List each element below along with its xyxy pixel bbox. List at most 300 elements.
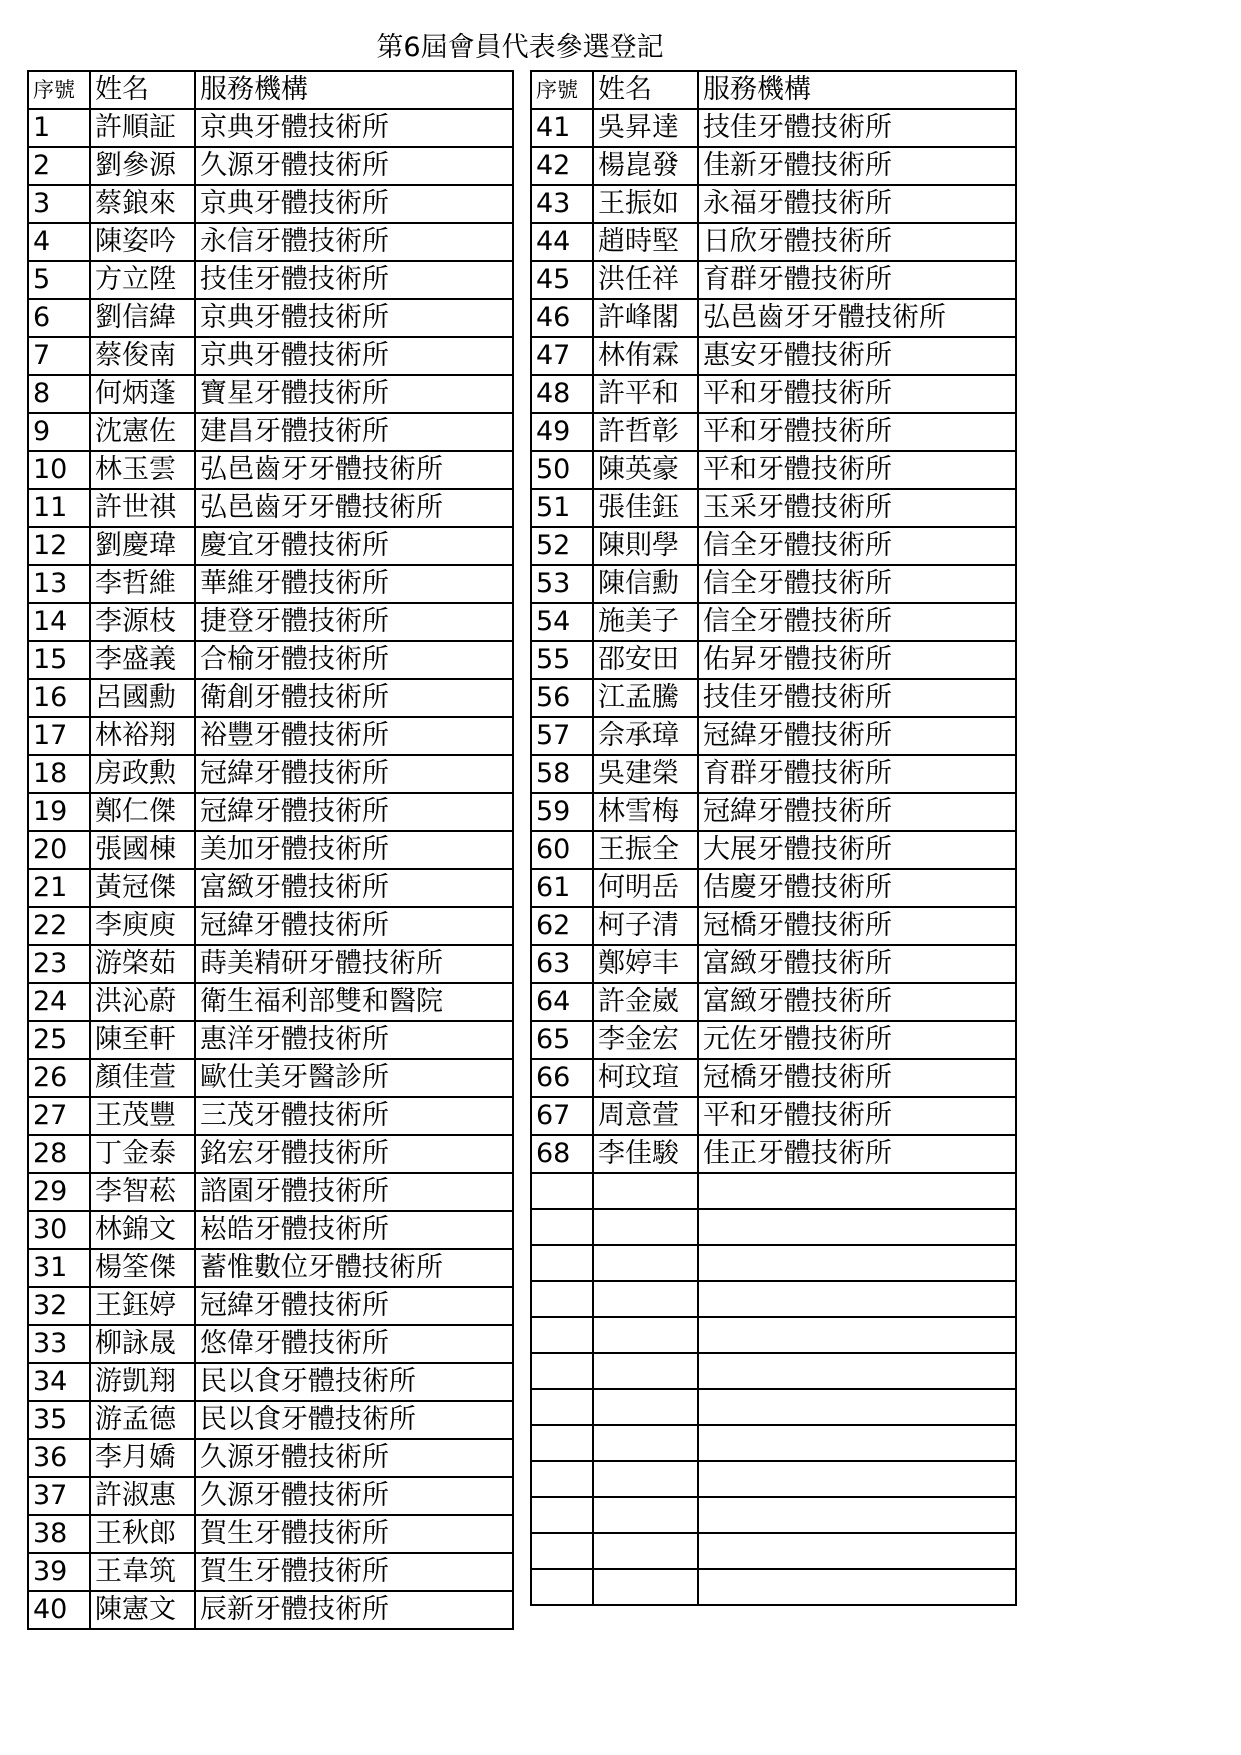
table-row [28,223,513,261]
member-name-cell: 陳英豪 [593,451,698,489]
row-number-cell: 24 [28,983,90,1021]
organization-cell: 玉采牙體技術所 [698,489,1016,527]
row-number-cell: 46 [531,299,593,337]
table-row [531,1209,1016,1245]
table-row [28,869,513,907]
organization-cell: 久源牙體技術所 [195,147,513,185]
member-name-cell: 洪任祥 [593,261,698,299]
row-number-cell: 53 [531,565,593,603]
member-name-cell: 王秋郎 [90,1515,195,1553]
member-name-cell: 蔡鋃來 [90,185,195,223]
row-number-cell: 17 [28,717,90,755]
organization-cell: 冠橋牙體技術所 [698,1059,1016,1097]
member-name-cell: 李金宏 [593,1021,698,1059]
member-name-cell: 許哲彰 [593,413,698,451]
table-row [28,907,513,945]
member-name-cell: 李庾庾 [90,907,195,945]
row-number-cell [531,1497,593,1533]
organization-cell: 京典牙體技術所 [195,109,513,147]
organization-cell: 民以食牙體技術所 [195,1401,513,1439]
organization-cell: 衛創牙體技術所 [195,679,513,717]
table-row [28,527,513,565]
table-row [531,185,1016,223]
member-name-cell [593,1533,698,1569]
row-number-cell: 60 [531,831,593,869]
member-name-cell: 林裕翔 [90,717,195,755]
member-name-cell: 許平和 [593,375,698,413]
row-number-cell: 22 [28,907,90,945]
member-name-cell: 游孟德 [90,1401,195,1439]
member-name-cell: 林玉雲 [90,451,195,489]
table-row [531,1353,1016,1389]
row-number-cell: 37 [28,1477,90,1515]
table-row [28,945,513,983]
table-row [531,755,1016,793]
organization-cell: 平和牙體技術所 [698,451,1016,489]
table-row [531,451,1016,489]
organization-cell: 賀生牙體技術所 [195,1553,513,1591]
member-name-cell: 林雪梅 [593,793,698,831]
member-name-cell: 李源枝 [90,603,195,641]
organization-cell: 育群牙體技術所 [698,755,1016,793]
table-row [28,1173,513,1211]
organization-cell: 京典牙體技術所 [195,337,513,375]
organization-cell [698,1533,1016,1569]
organization-cell: 裕豐牙體技術所 [195,717,513,755]
table-row [531,337,1016,375]
organization-cell [698,1425,1016,1461]
row-number-cell: 49 [531,413,593,451]
table-row [28,489,513,527]
row-number-cell: 18 [28,755,90,793]
organization-cell: 冠橋牙體技術所 [698,907,1016,945]
member-name-cell: 陳姿吟 [90,223,195,261]
table-row [531,793,1016,831]
row-number-cell: 39 [28,1553,90,1591]
row-number-cell: 61 [531,869,593,907]
organization-cell: 永福牙體技術所 [698,185,1016,223]
table-row [28,1211,513,1249]
organization-cell [698,1209,1016,1245]
member-name-cell: 劉信緯 [90,299,195,337]
row-number-cell: 62 [531,907,593,945]
organization-cell: 慶宜牙體技術所 [195,527,513,565]
table-row [28,451,513,489]
row-number-cell: 8 [28,375,90,413]
member-name-cell [593,1245,698,1281]
member-name-cell: 王振如 [593,185,698,223]
row-number-cell: 15 [28,641,90,679]
table-row [28,755,513,793]
organization-cell: 銘宏牙體技術所 [195,1135,513,1173]
column-header-organization: 服務機構 [195,71,513,109]
table-row [28,1287,513,1325]
row-number-cell: 55 [531,641,593,679]
row-number-cell [531,1569,593,1605]
table-row [531,375,1016,413]
member-name-cell: 陳則學 [593,527,698,565]
member-name-cell: 何明岳 [593,869,698,907]
row-number-cell [531,1425,593,1461]
row-number-cell: 6 [28,299,90,337]
table-row [531,945,1016,983]
table-row [28,565,513,603]
row-number-cell: 14 [28,603,90,641]
row-number-cell: 2 [28,147,90,185]
organization-cell: 京典牙體技術所 [195,299,513,337]
member-name-cell: 許順証 [90,109,195,147]
table-row [531,1569,1016,1605]
organization-cell: 久源牙體技術所 [195,1477,513,1515]
organization-cell: 弘邑齒牙牙體技術所 [698,299,1016,337]
table-row [28,1097,513,1135]
row-number-cell: 9 [28,413,90,451]
table-row [531,223,1016,261]
member-name-cell: 李盛義 [90,641,195,679]
row-number-cell: 40 [28,1591,90,1629]
row-number-cell: 66 [531,1059,593,1097]
table-row [28,375,513,413]
organization-cell: 惠安牙體技術所 [698,337,1016,375]
table-row [531,1245,1016,1281]
organization-cell: 民以食牙體技術所 [195,1363,513,1401]
table-row [28,185,513,223]
row-number-cell: 7 [28,337,90,375]
member-name-cell: 李哲維 [90,565,195,603]
organization-cell: 蓄惟數位牙體技術所 [195,1249,513,1287]
organization-cell: 久源牙體技術所 [195,1439,513,1477]
row-number-cell: 45 [531,261,593,299]
table-row [531,489,1016,527]
member-name-cell: 王鈺婷 [90,1287,195,1325]
member-name-cell: 游棨茹 [90,945,195,983]
organization-cell: 富緻牙體技術所 [698,945,1016,983]
row-number-cell: 52 [531,527,593,565]
organization-cell: 日欣牙體技術所 [698,223,1016,261]
table-row [531,603,1016,641]
table-row [531,1021,1016,1059]
member-name-cell: 洪沁蔚 [90,983,195,1021]
member-name-cell: 王茂豐 [90,1097,195,1135]
row-number-cell: 23 [28,945,90,983]
column-header-number: 序號 [531,71,593,109]
organization-cell: 合榆牙體技術所 [195,641,513,679]
member-name-cell: 楊崑發 [593,147,698,185]
table-row [28,1591,513,1629]
column-header-organization: 服務機構 [698,71,1016,109]
table-row [531,831,1016,869]
member-name-cell: 李智菘 [90,1173,195,1211]
member-name-cell: 江孟騰 [593,679,698,717]
row-number-cell [531,1281,593,1317]
registration-table-left [27,70,514,1630]
table-row [531,1425,1016,1461]
table-row [531,1173,1016,1209]
table-row [28,413,513,451]
table-row [28,1401,513,1439]
column-header-name: 姓名 [593,71,698,109]
organization-cell [698,1245,1016,1281]
member-name-cell: 王振全 [593,831,698,869]
member-name-cell: 許淑惠 [90,1477,195,1515]
organization-cell [698,1569,1016,1605]
organization-cell: 佶慶牙體技術所 [698,869,1016,907]
table-row [531,527,1016,565]
row-number-cell: 67 [531,1097,593,1135]
member-name-cell: 方立陞 [90,261,195,299]
member-name-cell: 陳憲文 [90,1591,195,1629]
member-name-cell: 劉慶瑋 [90,527,195,565]
row-number-cell: 56 [531,679,593,717]
member-name-cell [593,1497,698,1533]
table-row [531,679,1016,717]
organization-cell [698,1353,1016,1389]
row-number-cell: 25 [28,1021,90,1059]
row-number-cell: 47 [531,337,593,375]
table-header-row [28,71,513,109]
row-number-cell: 21 [28,869,90,907]
table-row [531,1097,1016,1135]
member-name-cell: 沈憲佐 [90,413,195,451]
table-row [531,1497,1016,1533]
row-number-cell: 36 [28,1439,90,1477]
table-row [531,109,1016,147]
row-number-cell: 59 [531,793,593,831]
table-row [28,717,513,755]
member-name-cell: 柯子清 [593,907,698,945]
table-row [531,261,1016,299]
member-name-cell: 佘承璋 [593,717,698,755]
organization-cell: 蒔美精研牙體技術所 [195,945,513,983]
table-row [28,603,513,641]
organization-cell: 平和牙體技術所 [698,413,1016,451]
organization-cell: 富緻牙體技術所 [195,869,513,907]
member-name-cell: 陳信勳 [593,565,698,603]
table-row [28,1021,513,1059]
row-number-cell: 11 [28,489,90,527]
table-row [28,1059,513,1097]
table-row [531,907,1016,945]
row-number-cell: 5 [28,261,90,299]
row-number-cell [531,1389,593,1425]
row-number-cell: 65 [531,1021,593,1059]
row-number-cell: 4 [28,223,90,261]
organization-cell [698,1281,1016,1317]
table-row [531,1135,1016,1173]
organization-cell: 佳新牙體技術所 [698,147,1016,185]
row-number-cell: 68 [531,1135,593,1173]
member-name-cell: 柳詠晟 [90,1325,195,1363]
organization-cell: 育群牙體技術所 [698,261,1016,299]
organization-cell: 崧皓牙體技術所 [195,1211,513,1249]
member-name-cell: 王韋筑 [90,1553,195,1591]
organization-cell: 冠緯牙體技術所 [698,793,1016,831]
organization-cell: 冠緯牙體技術所 [195,907,513,945]
organization-cell [698,1173,1016,1209]
page-title: 第6屆會員代表參選登記 [376,32,664,63]
member-name-cell: 房政勲 [90,755,195,793]
member-name-cell [593,1569,698,1605]
table-row [531,1389,1016,1425]
row-number-cell: 29 [28,1173,90,1211]
row-number-cell: 20 [28,831,90,869]
table-row [28,147,513,185]
row-number-cell: 48 [531,375,593,413]
member-name-cell: 黃冠傑 [90,869,195,907]
row-number-cell [531,1533,593,1569]
table-row [28,641,513,679]
row-number-cell [531,1245,593,1281]
row-number-cell: 51 [531,489,593,527]
column-header-number: 序號 [28,71,90,109]
table-row [531,1533,1016,1569]
member-name-cell: 李月嬌 [90,1439,195,1477]
row-number-cell: 13 [28,565,90,603]
table-row [28,261,513,299]
organization-cell: 冠緯牙體技術所 [195,1287,513,1325]
member-name-cell: 劉參源 [90,147,195,185]
table-row [531,1281,1016,1317]
organization-cell: 元佐牙體技術所 [698,1021,1016,1059]
table-row [28,1325,513,1363]
row-number-cell: 43 [531,185,593,223]
row-number-cell [531,1173,593,1209]
member-name-cell: 林侑霖 [593,337,698,375]
member-name-cell: 陳至軒 [90,1021,195,1059]
registration-table-right [530,70,1017,1606]
table-row [28,1249,513,1287]
row-number-cell: 57 [531,717,593,755]
row-number-cell: 1 [28,109,90,147]
row-number-cell: 34 [28,1363,90,1401]
row-number-cell [531,1317,593,1353]
table-row [28,679,513,717]
organization-cell: 建昌牙體技術所 [195,413,513,451]
table-row [531,299,1016,337]
member-name-cell: 張佳鈺 [593,489,698,527]
table-row [28,793,513,831]
member-name-cell: 許世祺 [90,489,195,527]
member-name-cell: 許峰閣 [593,299,698,337]
organization-cell: 諮園牙體技術所 [195,1173,513,1211]
organization-cell: 平和牙體技術所 [698,1097,1016,1135]
organization-cell [698,1461,1016,1497]
organization-cell: 冠緯牙體技術所 [698,717,1016,755]
table-row [28,1477,513,1515]
row-number-cell: 12 [28,527,90,565]
member-name-cell [593,1353,698,1389]
table-header-row [531,71,1016,109]
row-number-cell [531,1353,593,1389]
organization-cell: 信全牙體技術所 [698,565,1016,603]
row-number-cell: 31 [28,1249,90,1287]
table-row [531,717,1016,755]
member-name-cell: 柯玟瑄 [593,1059,698,1097]
organization-cell: 賀生牙體技術所 [195,1515,513,1553]
member-name-cell [593,1281,698,1317]
organization-cell [698,1389,1016,1425]
organization-cell: 京典牙體技術所 [195,185,513,223]
table-row [28,983,513,1021]
row-number-cell [531,1209,593,1245]
member-name-cell: 吳建榮 [593,755,698,793]
table-row [28,1515,513,1553]
organization-cell: 佑昇牙體技術所 [698,641,1016,679]
member-name-cell: 林錦文 [90,1211,195,1249]
member-name-cell: 李佳駿 [593,1135,698,1173]
member-name-cell: 何炳蓬 [90,375,195,413]
member-name-cell: 顏佳萱 [90,1059,195,1097]
organization-cell: 美加牙體技術所 [195,831,513,869]
member-name-cell: 邵安田 [593,641,698,679]
row-number-cell: 27 [28,1097,90,1135]
organization-cell: 衛生福利部雙和醫院 [195,983,513,1021]
organization-cell: 弘邑齒牙牙體技術所 [195,489,513,527]
row-number-cell: 58 [531,755,593,793]
row-number-cell: 33 [28,1325,90,1363]
table-row [531,565,1016,603]
row-number-cell: 19 [28,793,90,831]
table-row [28,337,513,375]
row-number-cell: 64 [531,983,593,1021]
row-number-cell: 16 [28,679,90,717]
member-name-cell: 丁金泰 [90,1135,195,1173]
table-row [28,1439,513,1477]
member-name-cell: 楊筌傑 [90,1249,195,1287]
member-name-cell: 趙時堅 [593,223,698,261]
row-number-cell: 54 [531,603,593,641]
row-number-cell: 30 [28,1211,90,1249]
member-name-cell: 蔡俊南 [90,337,195,375]
table-row [28,1363,513,1401]
member-name-cell [593,1209,698,1245]
row-number-cell: 63 [531,945,593,983]
member-name-cell [593,1173,698,1209]
table-row [531,1317,1016,1353]
organization-cell: 三茂牙體技術所 [195,1097,513,1135]
table-row [28,1135,513,1173]
member-name-cell [593,1461,698,1497]
row-number-cell: 26 [28,1059,90,1097]
organization-cell: 悠偉牙體技術所 [195,1325,513,1363]
organization-cell: 華維牙體技術所 [195,565,513,603]
row-number-cell [531,1461,593,1497]
organization-cell: 捷登牙體技術所 [195,603,513,641]
row-number-cell: 41 [531,109,593,147]
organization-cell: 永信牙體技術所 [195,223,513,261]
organization-cell [698,1497,1016,1533]
table-row [28,1553,513,1591]
organization-cell: 信全牙體技術所 [698,527,1016,565]
organization-cell: 佳正牙體技術所 [698,1135,1016,1173]
organization-cell: 富緻牙體技術所 [698,983,1016,1021]
member-name-cell [593,1317,698,1353]
row-number-cell: 42 [531,147,593,185]
member-name-cell [593,1425,698,1461]
member-name-cell: 鄭婷丰 [593,945,698,983]
table-row [531,1059,1016,1097]
column-header-name: 姓名 [90,71,195,109]
organization-cell: 技佳牙體技術所 [698,109,1016,147]
table-row [28,831,513,869]
table-row [531,413,1016,451]
member-name-cell: 周意萱 [593,1097,698,1135]
row-number-cell: 32 [28,1287,90,1325]
member-name-cell [593,1389,698,1425]
organization-cell: 信全牙體技術所 [698,603,1016,641]
row-number-cell: 50 [531,451,593,489]
member-name-cell: 施美子 [593,603,698,641]
